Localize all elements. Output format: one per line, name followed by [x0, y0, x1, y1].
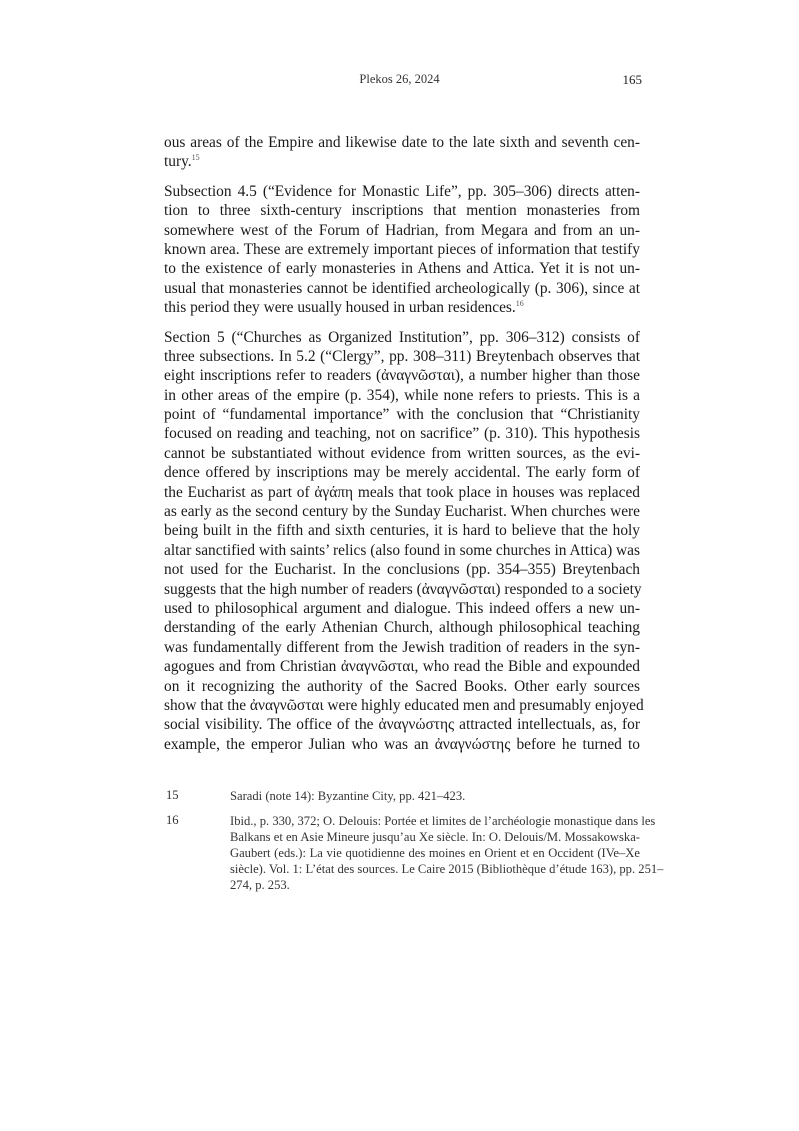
line-text: altar sanctified with saints’ relics (also found in some churches in Attica) was [164, 541, 640, 559]
line-text: cannot be substantiated without evidence from written sources, as the evi- [164, 444, 640, 462]
text-line [164, 386, 640, 405]
text-line [164, 677, 640, 696]
line-text: focused on reading and teaching, not on sacrifice” (p. 310). This hypothesis [164, 425, 640, 443]
text-line [164, 735, 640, 754]
line-text: dence offered by inscriptions may be merely accidental. The early form of [164, 464, 640, 482]
line-text: in other areas of the empire (p. 354), while none refers to priests. This is a [164, 386, 640, 404]
text-line [164, 657, 640, 676]
text-line [164, 715, 640, 734]
footnote-number: 16 [166, 813, 179, 827]
footnote-line: Balkans et en Asie Mineure jusqu’au Xe siècle. In: O. Delouis/M. Mossakowska- [230, 830, 640, 844]
text-line [164, 182, 640, 201]
line-text: example, the emperor Julian who was an ἀναγνώστης before he turned to [164, 735, 640, 753]
page-number: 165 [622, 72, 642, 87]
line-text: to the existence of early monasteries in Athens and Attica. Yet it is not un- [164, 260, 640, 278]
paragraph [164, 182, 640, 318]
footnote-ref: 16 [515, 299, 524, 309]
footnote-line: Ibid., p. 330, 372; O. Delouis: Portée et limites de l’archéologie monastique dans les [230, 814, 656, 828]
text-line [164, 541, 640, 560]
text-line [164, 347, 640, 366]
line-text: tion to three sixth-century inscriptions that mention monasteries from [164, 202, 640, 220]
text-line [164, 405, 640, 424]
line-text: show that the ἀναγνῶσται were highly educated men and presumably enjoyed [164, 696, 644, 714]
footnote [166, 788, 640, 804]
text-line [164, 201, 640, 220]
text-line [164, 599, 640, 618]
footnote-line: Saradi (note 14): Byzantine City, pp. 421–423. [230, 789, 466, 803]
text-line [164, 696, 644, 715]
text-line [164, 240, 640, 259]
text-line [164, 328, 640, 347]
text-line [164, 298, 640, 317]
footnote-line: siècle). Vol. 1: L’état des sources. Le Caire 2015 (Bibliothèque d’étude 163), pp. 251– [230, 862, 664, 876]
footnote [166, 813, 664, 893]
text-line [164, 366, 640, 385]
text-line [164, 463, 640, 482]
paragraph [164, 133, 640, 172]
line-text: agogues and from Christian ἀναγνῶσται, who read the Bible and expounded [164, 658, 640, 676]
text-line [164, 502, 640, 521]
text-line [164, 618, 640, 637]
footnote-text [230, 813, 664, 893]
line-text: Subsection 4.5 (“Evidence for Monastic Life”, pp. 305–306) directs atten- [164, 182, 640, 200]
line-text: social visibility. The office of the ἀναγνώστης attracted intellectuals, as, for [164, 716, 640, 734]
line-text: being built in the fifth and sixth centuries, it is hard to believe that the holy [164, 522, 640, 540]
text-line [164, 279, 640, 298]
footnote-line: Gaubert (eds.): La vie quotidienne des moines en Orient et en Occident (IVe–Xe [230, 846, 640, 860]
footnotes [166, 788, 664, 902]
text-line [164, 221, 640, 240]
text-line [164, 560, 640, 579]
line-text: known area. These are extremely important pieces of information that testify [164, 240, 640, 258]
footnote-number: 15 [166, 788, 179, 802]
line-text: somewhere west of the Forum of Hadrian, from Megara and from an un- [164, 221, 640, 239]
line-text: three subsections. In 5.2 (“Clergy”, pp. 308–311) Breytenbach observes that [164, 347, 640, 365]
footnote-ref: 15 [191, 153, 200, 163]
running-header: Plekos 26, 2024 [359, 72, 440, 86]
line-text: tury. [164, 153, 192, 171]
text-line [164, 424, 640, 443]
line-text: not used for the Eucharist. In the conclusions (pp. 354–355) Breytenbach [164, 561, 640, 579]
line-text: derstanding of the early Athenian Church, although philosophical teaching [164, 619, 640, 637]
text-line [164, 259, 640, 278]
text-line [164, 444, 640, 463]
text-line [164, 152, 640, 171]
body-text [164, 133, 644, 764]
text-line [164, 580, 640, 599]
line-text: ous areas of the Empire and likewise date to the late sixth and seventh cen- [164, 134, 640, 151]
line-text: on it recognizing the authority of the Sacred Books. Other early sources [164, 677, 640, 695]
line-text: as early as the second century by the Sunday Eucharist. When churches were [164, 503, 640, 521]
line-text: used to philosophical argument and dialogue. This indeed offers a new un- [164, 599, 640, 617]
footnote-text [230, 788, 640, 804]
line-text: the Eucharist as part of ἀγάπη meals that took place in houses was replaced [164, 483, 640, 501]
line-text: eight inscriptions refer to readers (ἀναγνῶσται), a number higher than those [164, 367, 640, 385]
text-line [164, 483, 640, 502]
line-text: Section 5 (“Churches as Organized Institution”, pp. 306–312) consists of [164, 328, 640, 346]
paragraph [164, 328, 644, 755]
text-line [164, 133, 640, 152]
line-text: usual that monasteries cannot be identified archeologically (p. 306), since at [164, 279, 640, 297]
text-line [164, 521, 640, 540]
line-text: point of “fundamental importance” with the conclusion that “Christianity [164, 406, 640, 424]
line-text: suggests that the high number of readers (ἀναγνῶσται) responded to a society [164, 580, 642, 598]
line-text: was fundamentally different from the Jewish tradition of readers in the syn- [164, 638, 640, 656]
text-line [164, 638, 640, 657]
line-text: this period they were usually housed in urban residences. [164, 299, 516, 317]
footnote-line: 274, p. 253. [230, 878, 290, 892]
